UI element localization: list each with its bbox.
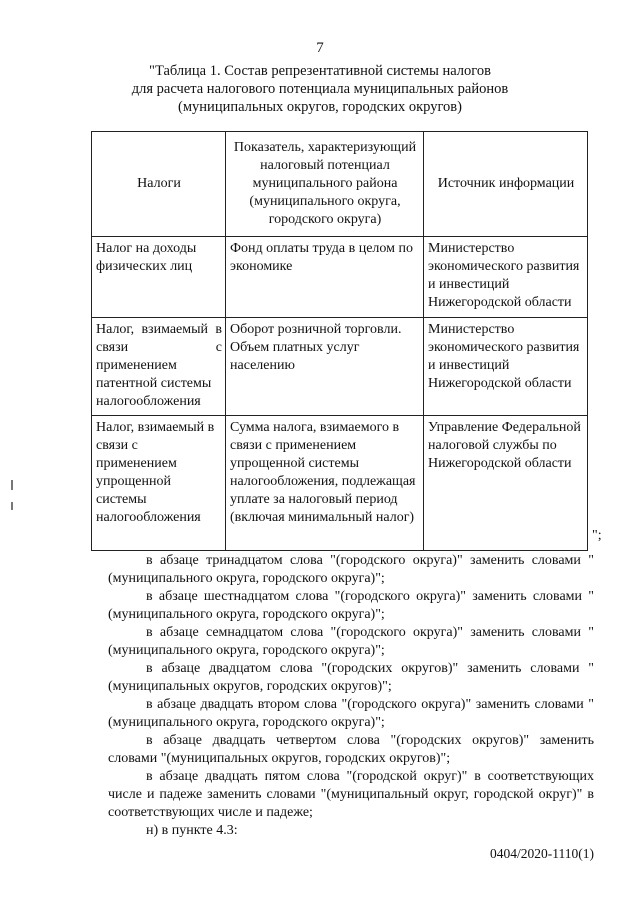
caption-line-1: "Таблица 1. Состав репрезентативной системы налогов [149, 63, 491, 79]
page-number: 7 [316, 40, 324, 56]
table-row [92, 416, 588, 551]
document-code: 0404/2020-1110(1) [490, 846, 594, 861]
caption-line-3: (муниципальных округов, городских округов) [178, 99, 462, 115]
cell-indicator: Оборот розничной торговли. Объем платных услуг населению [226, 318, 424, 416]
cell-indicator: Фонд оплаты труда в целом по экономике [226, 237, 424, 318]
caption-line-2: для расчета налогового потенциала муниципальных районов [131, 81, 509, 97]
paragraph: в абзаце двадцать втором слова "(городского округа)" заменить словами "(муниципального округа, городского округа)"; [108, 697, 594, 730]
paragraph: в абзаце двадцатом слова "(городских округов)" заменить словами "(муниципальных округов, городских округов)"; [108, 661, 594, 694]
cell-tax [92, 318, 226, 416]
table-end-mark: "; [592, 528, 602, 543]
table-header-row [92, 132, 588, 237]
table-row [92, 237, 588, 318]
paragraph: в абзаце семнадцатом слова "(городского округа)" заменить словами "(муниципального округа, городского округа)"; [108, 625, 594, 658]
paragraph: в абзаце двадцать пятом слова "(городской округ)" в соответствующих числе и падеже заменить словами "(муниципальный округ, городской округ)" в соответствующих числе и падеже; [108, 769, 594, 820]
paragraph: в абзаце шестнадцатом слова "(городского округа)" заменить словами "(муниципального округа, городского округа)"; [108, 589, 594, 622]
tax-table [91, 131, 588, 551]
cell-source: Управление Федеральной налоговой службы по Нижегородской области [424, 416, 588, 551]
header-indicator: Показатель, характеризующий налоговый потенциал муниципального района (муниципального округа, городского округа) [226, 132, 424, 237]
cell-tax: Налог на доходы физических лиц [92, 237, 226, 318]
table-row [92, 318, 588, 416]
cell-source: Министерство экономического развития и инвестиций Нижегородской области [424, 318, 588, 416]
scan-edge-mark [11, 480, 13, 490]
cell-indicator: Сумма налога, взимаемого в связи с применением упрощенной системы налогообложения, подлежащая уплате за налоговый период (включая минимальный налог) [226, 416, 424, 551]
paragraph: в абзаце тринадцатом слова "(городского округа)" заменить словами "(муниципального округа, городского округа)"; [108, 553, 594, 586]
table-caption [0, 62, 640, 116]
scan-edge-mark [11, 502, 13, 510]
cell-tax-line-justified: Налог, взимаемый в связи с [96, 322, 222, 355]
header-source: Источник информации [424, 132, 588, 237]
amendment-text [108, 552, 594, 840]
cell-tax: Налог, взимаемый в связи с применением упрощенной системы налогообложения [92, 416, 226, 551]
paragraph: в абзаце двадцать четвертом слова "(городских округов)" заменить словами "(муниципальных округов, городских округов)"; [108, 733, 594, 766]
cell-tax-line: применением патентной системы налогообложения [96, 358, 212, 409]
cell-source: Министерство экономического развития и инвестиций Нижегородской области [424, 237, 588, 318]
header-taxes: Налоги [92, 132, 226, 237]
paragraph: н) в пункте 4.3: [146, 823, 238, 838]
